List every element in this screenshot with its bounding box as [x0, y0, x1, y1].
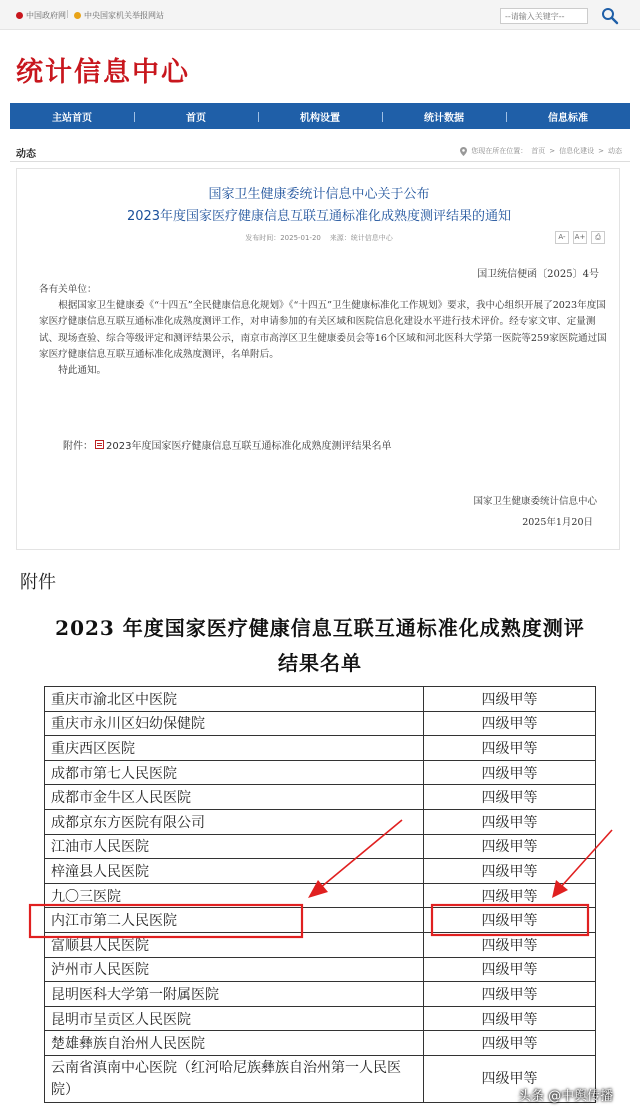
- closing: 特此通知。: [58, 365, 107, 377]
- breadcrumb-prefix: 您现在所在位置：: [471, 147, 528, 155]
- table-row: [45, 1055, 596, 1102]
- table-row: [45, 982, 596, 1007]
- breadcrumb-item-news[interactable]: 动态: [608, 147, 622, 155]
- results-table: [44, 686, 596, 1103]
- signature-date: 2025年1月20日: [522, 517, 593, 528]
- article-source: 来源：统计信息中心: [329, 234, 393, 242]
- grade-cell: 四级甲等: [424, 932, 596, 957]
- hospital-name: 九〇三医院: [45, 883, 424, 908]
- grade-cell: 四级甲等: [424, 1055, 596, 1102]
- grade-cell: 四级甲等: [424, 687, 596, 712]
- emblem-icon: [16, 12, 23, 19]
- grade-cell: 四级甲等: [424, 859, 596, 884]
- annex-title-line2: 结果名单: [278, 651, 362, 675]
- nav-main-home[interactable]: 主站首页: [52, 112, 92, 124]
- main-nav: [10, 103, 630, 129]
- table-row: [45, 736, 596, 761]
- body-paragraph: 根据国家卫生健康委《“十四五”全民健康信息化规划》《“十四五”卫生健康标准化工作规划》要求，我中心组织开展了2023年度国家医疗健康信息互联互通标准化成熟度测评工作，对申请参加的有关区域和医院信息化建设水平进行技术评价。经专家文审、定量测试、现场查验、综合等级评定和测评结果公示，南京市高淳区卫生健康委员会等16个区域和河北医科大学第一医院等259家医院通过国家医疗健康信息互联互通标准化成熟度测评，名单附后。: [39, 300, 607, 360]
- breadcrumb-item-home[interactable]: 首页: [531, 147, 546, 155]
- table-row: [45, 932, 596, 957]
- table-row: [45, 859, 596, 884]
- breadcrumb: [460, 146, 622, 156]
- table-row: [45, 809, 596, 834]
- table-row: [45, 785, 596, 810]
- grade-cell: 四级甲等: [424, 711, 596, 736]
- grade-cell: 四级甲等: [424, 736, 596, 761]
- table-row: [45, 711, 596, 736]
- hospital-name: 成都京东方医院有限公司: [45, 809, 424, 834]
- grade-cell: 四级甲等: [424, 982, 596, 1007]
- grade-cell: 四级甲等: [424, 785, 596, 810]
- nav-organization[interactable]: 机构设置: [258, 109, 382, 124]
- article-tools: [555, 231, 605, 244]
- greeting: 各有关单位：: [39, 284, 97, 295]
- hospital-name: 泸州市人民医院: [45, 957, 424, 982]
- document-number: 国卫统信便函〔2025〕4号: [477, 269, 599, 280]
- signature-organization: 国家卫生健康委统计信息中心: [473, 496, 597, 507]
- article-meta: [17, 233, 621, 243]
- grade-cell: 四级甲等: [424, 957, 596, 982]
- table-row: [45, 1031, 596, 1056]
- publish-date: 发布时间：2025-01-20: [245, 234, 321, 242]
- attachment: [63, 437, 391, 452]
- nav-statistics[interactable]: 统计数据: [382, 109, 506, 124]
- attachment-label: 附件：: [63, 441, 93, 452]
- hospital-name: 重庆市永川区妇幼保健院: [45, 711, 424, 736]
- annex-label: 附件: [20, 572, 56, 593]
- search-input[interactable]: [500, 8, 588, 24]
- article-title-line1: 国家卫生健康委统计信息中心关于公布: [208, 187, 430, 202]
- hospital-name: 成都市第七人民医院: [45, 760, 424, 785]
- grade-cell: 四级甲等: [424, 1031, 596, 1056]
- grade-cell: 四级甲等: [424, 883, 596, 908]
- hospital-name: 重庆西区医院: [45, 736, 424, 761]
- annex-title-line1: 2023 年度国家医疗健康信息互联互通标准化成熟度测评: [55, 616, 585, 640]
- hospital-name: 昆明市呈贡区人民医院: [45, 1006, 424, 1031]
- hospital-name: 云南省滇南中心医院（红河哈尼族彝族自治州第一人民医院）: [45, 1055, 424, 1102]
- location-pin-icon: [460, 147, 467, 156]
- hospital-name: 重庆市渝北区中医院: [45, 687, 424, 712]
- print-button[interactable]: ⎙: [591, 231, 605, 244]
- article-body: [39, 282, 609, 379]
- hospital-name-highlighted: 内江市第二人民医院: [45, 908, 424, 933]
- hospital-name: 昆明医科大学第一附属医院: [45, 982, 424, 1007]
- report-site-label: 中央国家机关举报网站: [84, 11, 164, 20]
- grade-cell: 四级甲等: [424, 834, 596, 859]
- table-row-highlighted: [45, 908, 596, 933]
- grade-cell-highlighted: 四级甲等: [424, 908, 596, 933]
- grade-cell: 四级甲等: [424, 760, 596, 785]
- hospital-name: 富顺县人民医院: [45, 932, 424, 957]
- report-site-link[interactable]: [74, 10, 164, 21]
- article-card: [16, 168, 620, 550]
- article-title-line2: 2023年度国家医疗健康信息互联互通标准化成熟度测评结果的通知: [126, 209, 512, 224]
- gov-portal-label: 中国政府网: [26, 11, 66, 20]
- watermark: 头条 @中舆传播: [518, 1089, 614, 1104]
- section-heading: 动态: [16, 149, 36, 160]
- breadcrumb-sep: >: [598, 147, 604, 155]
- nav-home[interactable]: 首页: [134, 109, 258, 124]
- table-row: [45, 834, 596, 859]
- hospital-name: 江油市人民医院: [45, 834, 424, 859]
- nav-standards[interactable]: 信息标准: [506, 109, 630, 124]
- breadcrumb-item-it[interactable]: 信息化建设: [559, 147, 595, 155]
- font-decrease-button[interactable]: A-: [555, 231, 569, 244]
- breadcrumb-row: [10, 140, 630, 162]
- table-row: [45, 760, 596, 785]
- grade-cell: 四级甲等: [424, 1006, 596, 1031]
- search-icon[interactable]: [600, 6, 620, 26]
- attachment-link[interactable]: 2023年度国家医疗健康信息互联互通标准化成熟度测评结果名单: [106, 441, 392, 452]
- font-increase-button[interactable]: A+: [573, 231, 587, 244]
- hospital-name: 梓潼县人民医院: [45, 859, 424, 884]
- topbar-divider: |: [66, 9, 69, 18]
- table-row: [45, 957, 596, 982]
- top-utility-bar: [0, 0, 640, 30]
- report-icon: [74, 12, 81, 19]
- grade-cell: 四级甲等: [424, 809, 596, 834]
- table-row: [45, 883, 596, 908]
- gov-portal-link[interactable]: [16, 10, 66, 21]
- site-title[interactable]: 统计信息中心: [16, 57, 190, 88]
- table-row: [45, 687, 596, 712]
- pdf-file-icon: [95, 440, 104, 449]
- hospital-name: 楚雄彝族自治州人民医院: [45, 1031, 424, 1056]
- table-row: [45, 1006, 596, 1031]
- breadcrumb-sep: >: [549, 147, 556, 155]
- hospital-name: 成都市金牛区人民医院: [45, 785, 424, 810]
